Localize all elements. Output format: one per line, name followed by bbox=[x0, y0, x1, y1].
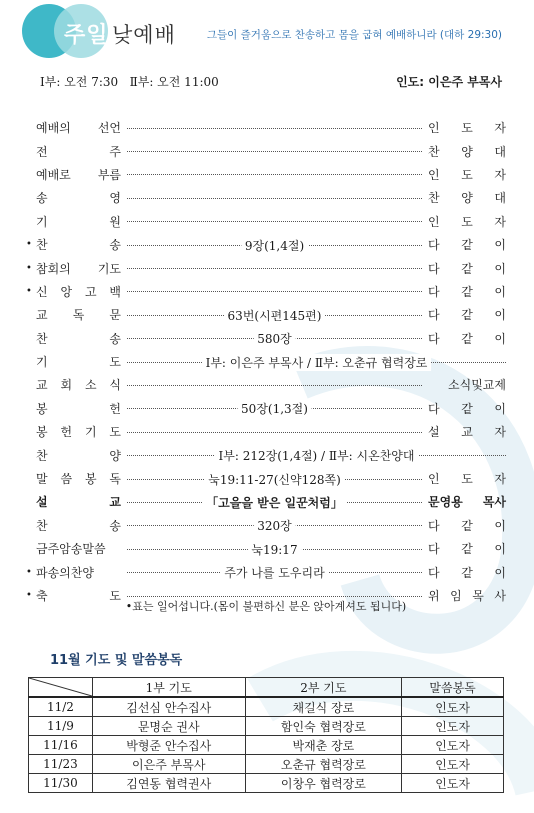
order-item-title: 교 회 소 식 bbox=[36, 378, 121, 393]
date-cell: 11/16 bbox=[29, 736, 93, 755]
first-prayer-cell: 김연동 협력권사 bbox=[92, 774, 245, 793]
order-item-leader: 인 도 자 bbox=[428, 121, 506, 136]
date-cell: 11/9 bbox=[29, 717, 93, 736]
order-item-detail: 63번(시편145편) bbox=[224, 307, 326, 324]
order-item-title: 찬 송 bbox=[36, 331, 121, 346]
order-item-title: 축 도 bbox=[36, 589, 121, 603]
order-item-title: 기 도 bbox=[36, 355, 121, 370]
order-item-leader: 설 교 자 bbox=[428, 425, 506, 440]
order-item-detail: 50장(1,3절) bbox=[237, 400, 312, 417]
order-item-title: 봉 헌 기 도 bbox=[36, 425, 121, 440]
table-row bbox=[29, 697, 504, 717]
order-row bbox=[26, 560, 506, 583]
first-prayer-cell: 문명순 권사 bbox=[92, 717, 245, 736]
order-item-leader: 인 도 자 bbox=[428, 167, 506, 182]
dotted-leader bbox=[127, 214, 422, 228]
order-item-detail: 580장 bbox=[253, 330, 296, 347]
order-item-title: 말 씀 봉 독 bbox=[36, 472, 121, 487]
table-row bbox=[29, 755, 504, 774]
dotted-leader bbox=[127, 261, 422, 275]
order-row bbox=[26, 467, 506, 490]
order-item-title: 예배로 부름 bbox=[36, 167, 121, 182]
reading-cell: 인도자 bbox=[402, 697, 504, 717]
order-row bbox=[26, 420, 506, 443]
standing-mark: • bbox=[26, 285, 32, 297]
order-row bbox=[26, 186, 506, 209]
service-leader: 인도: 이은주 부목사 bbox=[396, 75, 502, 89]
dotted-leader bbox=[127, 191, 422, 205]
order-item-title: 전 주 bbox=[36, 144, 121, 159]
order-row bbox=[26, 210, 506, 233]
order-item-title: 찬 송 bbox=[36, 238, 121, 253]
order-item-detail: 눅19:11-27(신약128쪽) bbox=[204, 471, 345, 488]
order-item-detail: 눅19:17 bbox=[247, 541, 301, 558]
order-row bbox=[26, 373, 506, 396]
order-item-leader: 다 같 이 bbox=[428, 401, 506, 416]
order-item-leader: 다 같 이 bbox=[428, 308, 506, 323]
order-item-detail: 「고을을 받은 일꾼처럼」 bbox=[202, 494, 347, 511]
order-item-title: 신 앙 고 백 bbox=[36, 284, 121, 299]
dotted-leader bbox=[127, 355, 506, 369]
standing-mark: • bbox=[26, 239, 32, 251]
order-item-title: 찬 송 bbox=[36, 518, 121, 533]
order-row bbox=[26, 139, 506, 162]
order-item-title: 설 교 bbox=[36, 495, 121, 510]
dotted-leader bbox=[127, 284, 422, 298]
order-row bbox=[26, 116, 506, 139]
dotted-leader bbox=[127, 472, 422, 486]
dotted-leader bbox=[127, 144, 422, 158]
second-prayer-cell: 오춘규 협력장로 bbox=[245, 755, 402, 774]
header-first-service: 1부 기도 bbox=[92, 678, 245, 698]
order-item-leader: 다 같 이 bbox=[428, 284, 506, 299]
order-item-leader: 찬 양 대 bbox=[428, 144, 506, 159]
order-item-detail: 주가 나를 도우리라 bbox=[220, 564, 328, 581]
second-prayer-cell: 채길식 장로 bbox=[245, 697, 402, 717]
dotted-leader bbox=[127, 308, 422, 322]
order-row bbox=[26, 537, 506, 560]
table-row bbox=[29, 774, 504, 793]
order-item-title: 찬 양 bbox=[36, 448, 121, 463]
header-verse: 그들이 즐거움으로 찬송하고 몸을 굽혀 예배하니라 (대하 29:30) bbox=[206, 29, 502, 41]
order-item-leader: 위 임 목 사 bbox=[428, 589, 506, 603]
order-item-leader: 다 같 이 bbox=[428, 565, 506, 580]
date-cell: 11/30 bbox=[29, 774, 93, 793]
first-prayer-cell: 이은주 부목사 bbox=[92, 755, 245, 774]
order-item-leader: 문영용 목사 bbox=[428, 495, 506, 510]
header-reading: 말씀봉독 bbox=[402, 678, 504, 698]
order-item-detail: 320장 bbox=[253, 517, 296, 534]
date-cell: 11/2 bbox=[29, 697, 93, 717]
standing-mark: • bbox=[26, 566, 32, 578]
order-item-title: 파송의찬양 bbox=[36, 565, 94, 580]
order-row bbox=[26, 280, 506, 303]
schedule-title: 11월 기도 및 말씀봉독 bbox=[50, 653, 183, 668]
prayer-schedule-table bbox=[28, 677, 504, 793]
order-row bbox=[26, 514, 506, 537]
order-item-title: 봉 헌 bbox=[36, 401, 121, 416]
dotted-leader bbox=[127, 121, 422, 135]
dotted-leader bbox=[127, 495, 422, 509]
order-item-leader: 인 도 자 bbox=[428, 214, 506, 229]
first-prayer-cell: 김선심 안수집사 bbox=[92, 697, 245, 717]
order-item-title: 예배의 선언 bbox=[36, 121, 121, 136]
order-row bbox=[26, 350, 506, 373]
table-corner-cell bbox=[29, 678, 93, 698]
order-item-title: 금주암송말씀 bbox=[36, 542, 106, 557]
order-item-leader: 소식및교제 bbox=[448, 378, 506, 393]
table-row bbox=[29, 717, 504, 736]
dotted-leader bbox=[127, 378, 422, 392]
order-item-detail: 9장(1,4절) bbox=[241, 237, 308, 254]
dotted-leader bbox=[127, 542, 422, 556]
order-item-title: 송 영 bbox=[36, 191, 121, 206]
order-item-leader: 다 같 이 bbox=[428, 331, 506, 346]
logo-sub-text: 낮예배 bbox=[112, 23, 176, 47]
order-of-service bbox=[26, 116, 506, 607]
dotted-leader bbox=[127, 565, 422, 579]
order-item-detail: Ⅰ부: 212장(1,4절) / Ⅱ부: 시온찬양대 bbox=[215, 447, 419, 464]
order-item-leader: 다 같 이 bbox=[428, 261, 506, 276]
second-prayer-cell: 박재춘 장로 bbox=[245, 736, 402, 755]
order-row bbox=[26, 233, 506, 256]
standing-note: •표는 일어섭니다.(몸이 불편하신 분은 앉아계셔도 됩니다) bbox=[125, 600, 407, 613]
order-row bbox=[26, 443, 506, 466]
order-item-leader: 찬 양 대 bbox=[428, 191, 506, 206]
second-prayer-cell: 함인숙 협력장로 bbox=[245, 717, 402, 736]
dotted-leader bbox=[127, 167, 422, 181]
service-logo bbox=[22, 4, 192, 64]
order-item-title: 교 독 문 bbox=[36, 308, 121, 323]
order-item-title: 참회의 기도 bbox=[36, 261, 121, 276]
order-row bbox=[26, 256, 506, 279]
dotted-leader bbox=[127, 425, 422, 439]
reading-cell: 인도자 bbox=[402, 755, 504, 774]
dotted-leader bbox=[127, 518, 422, 532]
order-row bbox=[26, 163, 506, 186]
reading-cell: 인도자 bbox=[402, 717, 504, 736]
second-prayer-cell: 이창우 협력장로 bbox=[245, 774, 402, 793]
first-prayer-cell: 박형준 안수집사 bbox=[92, 736, 245, 755]
order-item-title: 기 원 bbox=[36, 214, 121, 229]
order-item-leader: 인 도 자 bbox=[428, 472, 506, 487]
order-row bbox=[26, 397, 506, 420]
corner-diagonal bbox=[29, 678, 92, 696]
order-item-detail: Ⅰ부: 이은주 부목사 / Ⅱ부: 오춘규 협력장로 bbox=[202, 354, 432, 371]
header-second-service: 2부 기도 bbox=[245, 678, 402, 698]
standing-mark: • bbox=[26, 590, 32, 601]
dotted-leader bbox=[127, 331, 422, 345]
date-cell: 11/23 bbox=[29, 755, 93, 774]
order-item-leader: 다 같 이 bbox=[428, 518, 506, 533]
dotted-leader bbox=[127, 448, 506, 462]
order-item-leader: 다 같 이 bbox=[428, 542, 506, 557]
logo-main-text: 주일 bbox=[64, 23, 109, 48]
dotted-leader bbox=[127, 401, 422, 415]
table-row bbox=[29, 736, 504, 755]
reading-cell: 인도자 bbox=[402, 736, 504, 755]
reading-cell: 인도자 bbox=[402, 774, 504, 793]
dotted-leader bbox=[127, 238, 422, 252]
order-row bbox=[26, 490, 506, 513]
standing-mark: • bbox=[26, 262, 32, 274]
order-row bbox=[26, 303, 506, 326]
order-row bbox=[26, 327, 506, 350]
service-times: Ⅰ부: 오전 7:30 Ⅱ부: 오전 11:00 bbox=[40, 75, 219, 89]
order-item-leader: 다 같 이 bbox=[428, 238, 506, 253]
table-header-row bbox=[29, 678, 504, 698]
